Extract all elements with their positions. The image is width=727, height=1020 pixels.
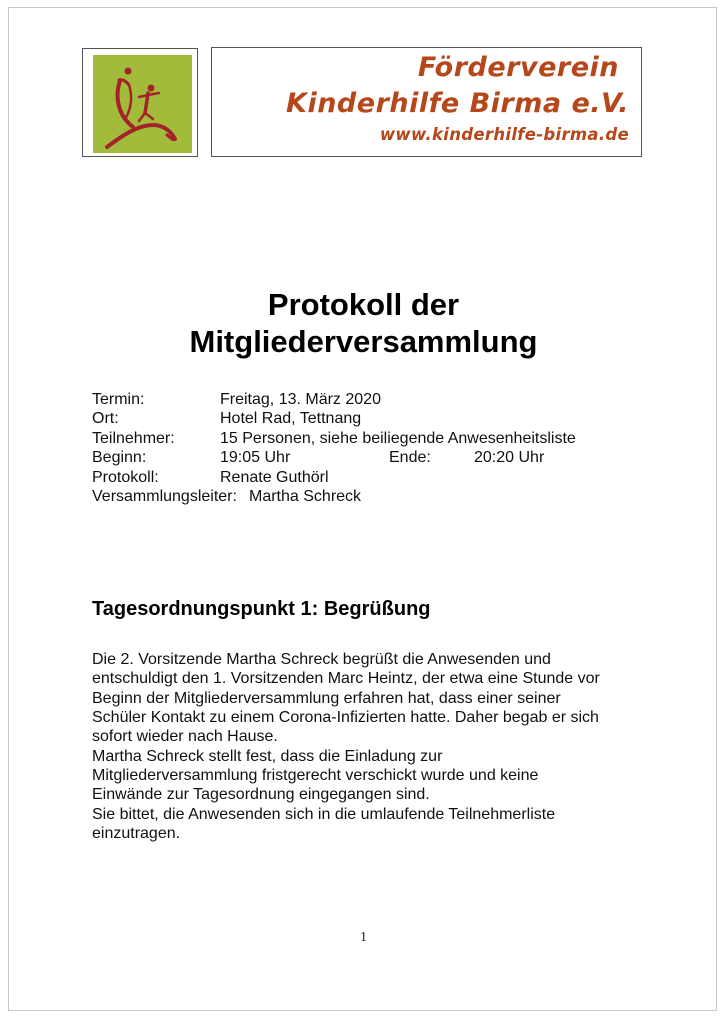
protokoll-value: Renate Guthörl <box>220 468 329 486</box>
body-line: Einwände zur Tagesordnung eingegangen sind. <box>92 786 430 804</box>
beginn-label: Beginn: <box>92 449 147 467</box>
kinderhilfe-figures-icon <box>93 55 192 153</box>
termin-value: Freitag, 13. März 2020 <box>220 391 381 408</box>
body-line: Martha Schreck stellt fest, dass die Einladung zur <box>92 747 443 765</box>
termin-label: Termin: <box>92 391 145 408</box>
leiter-value: Martha Schreck <box>249 487 362 505</box>
section-body <box>92 650 637 843</box>
leiter-label: Versammlungsleiter: <box>92 487 237 505</box>
organization-header <box>211 47 642 157</box>
section-heading: Tagesordnungspunkt 1: Begrüßung <box>92 598 431 620</box>
ort-label: Ort: <box>92 410 119 428</box>
beginn-value: 19:05 Uhr <box>220 449 291 467</box>
body-line: entschuldigt den 1. Vorsitzenden Marc Heintz, der etwa eine Stunde vor <box>92 670 600 688</box>
body-line: sofort wieder nach Hause. <box>92 728 278 746</box>
logo-frame <box>82 48 198 157</box>
logo-background <box>93 55 192 153</box>
ende-label: Ende: <box>389 449 431 467</box>
page-number: 1 <box>360 930 367 945</box>
document-title-line2: Mitgliederversammlung <box>189 324 538 359</box>
body-line: Die 2. Vorsitzende Martha Schreck begrüßt die Anwesenden und <box>92 651 551 668</box>
teilnehmer-label: Teilnehmer: <box>92 429 175 447</box>
body-line: Sie bittet, die Anwesenden sich in die umlaufende Teilnehmerliste <box>92 805 556 823</box>
body-line: Beginn der Mitgliederversammlung erfahren hat, dass einer seiner <box>92 689 561 707</box>
org-website: www.kinderhilfe-birma.de <box>379 125 629 144</box>
org-name-line2: Kinderhilfe Birma e.V. <box>286 88 629 119</box>
teilnehmer-value: 15 Personen, siehe beiliegende Anwesenheitsliste <box>220 429 576 447</box>
body-line: Mitgliederversammlung fristgerecht verschickt wurde und keine <box>92 767 539 785</box>
body-line: Schüler Kontakt zu einem Corona-Infizierten hatte. Daher begab er sich <box>92 709 599 727</box>
ende-value: 20:20 Uhr <box>474 449 545 467</box>
body-line: einzutragen. <box>92 825 181 843</box>
document-page <box>8 7 717 1011</box>
org-name-line1: Förderverein <box>417 52 619 83</box>
document-title-line1: Protokoll der <box>267 287 460 322</box>
ort-value: Hotel Rad, Tettnang <box>220 410 362 428</box>
protokoll-label: Protokoll: <box>92 468 159 486</box>
